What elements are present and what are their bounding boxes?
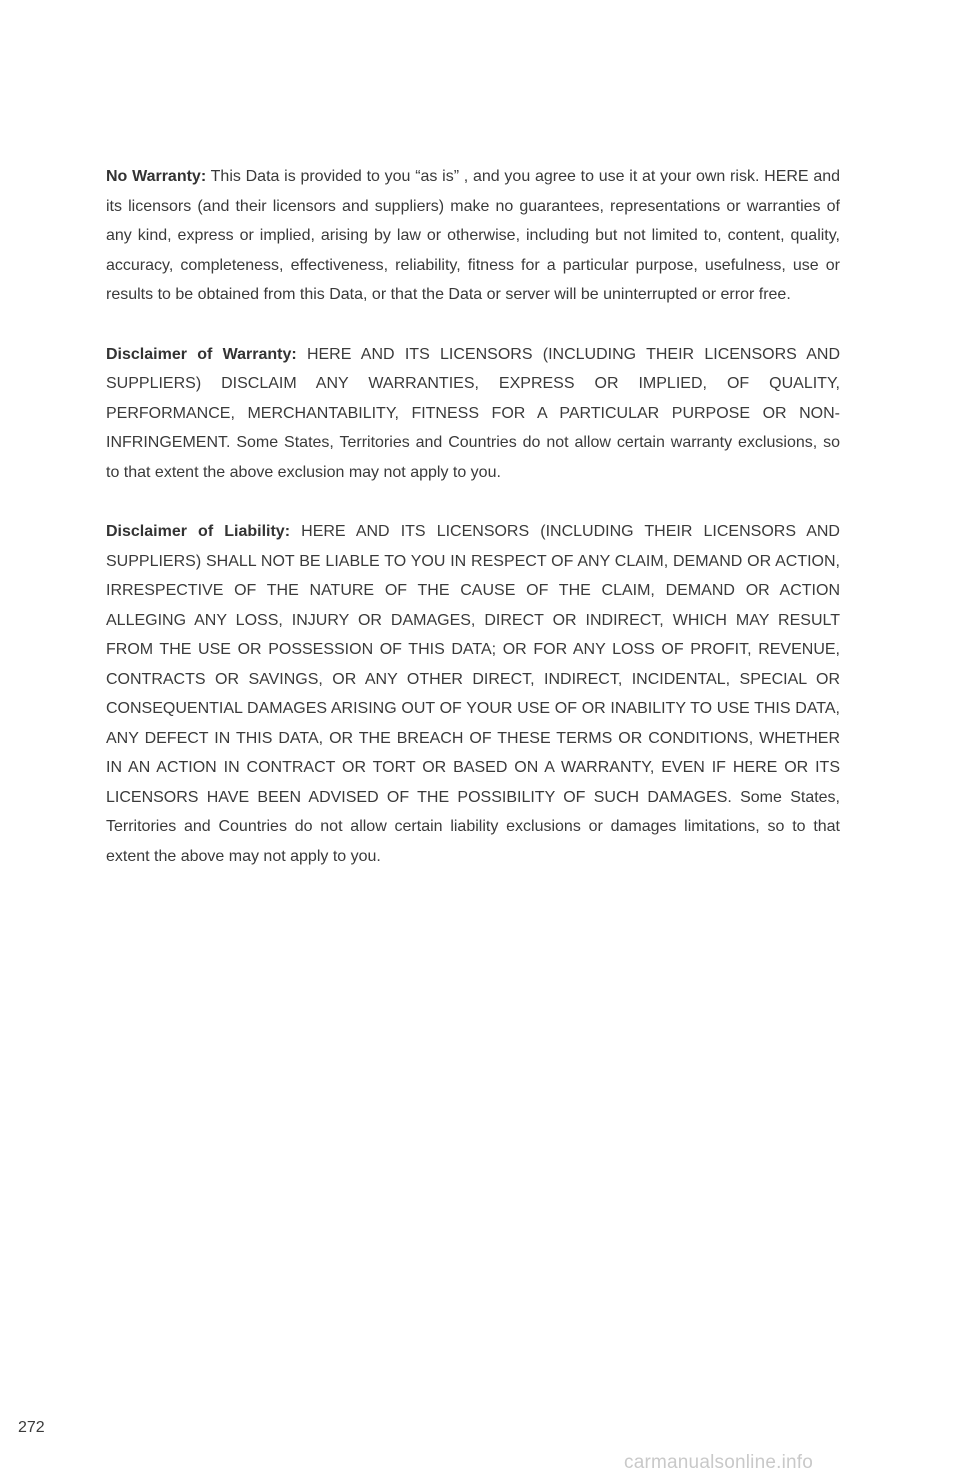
document-body: [106, 162, 840, 901]
disclaimer-of-warranty-term: Disclaimer of Warranty:: [106, 345, 297, 363]
disclaimer-of-liability-section: [106, 517, 840, 871]
disclaimer-of-liability-term: Disclaimer of Liability:: [106, 523, 291, 540]
no-warranty-text: This Data is provided to you “as is” , and you agree to use it at your own risk. HERE and its licensors (and their licensors and suppliers) make no guarantees, representations or warranties of any kind, express or implied, arising by law or otherwise, including but not limited to, content, quality, accuracy, completeness, effectiveness, reliability, fitness for a particular purpose, usefulness, use or results to be obtained from this Data, or that the Data or server will be uninterrupted or error free.: [106, 168, 841, 303]
disclaimer-of-warranty-text: HERE AND ITS LICENSORS (INCLUDING THEIR LICENSORS AND SUPPLIERS) DISCLAIM ANY WARRANTIES, EXPRESS OR IMPLIED, OF QUALITY, PERFORMANCE, MERCHANTABILITY, FITNESS FOR A PARTICULAR PURPOSE OR NON-INFRINGEMENT. Some States, Territories and Countries do not allow certain warranty exclusions, so to that extent the above exclusion may not apply to you.: [106, 345, 840, 481]
disclaimer-of-liability-text: HERE AND ITS LICENSORS (INCLUDING THEIR LICENSORS AND SUPPLIERS) SHALL NOT BE LIABLE TO YOU IN RESPECT OF ANY CLAIM, DEMAND OR ACTION, IRRESPECTIVE OF THE NATURE OF THE CAUSE OF THE CLAIM, DEMAND OR ACTION ALLEGING ANY LOSS, INJURY OR DAMAGES, DIRECT OR INDIRECT, WHICH MAY RESULT FROM THE USE OR POSSESSION OF THIS DATA; OR FOR ANY LOSS OF PROFIT, REVENUE, CONTRACTS OR SAVINGS, OR ANY OTHER DIRECT, INDIRECT, INCIDENTAL, SPECIAL OR CONSEQUENTIAL DAMAGES ARISING OUT OF YOUR USE OF OR INABILITY TO USE THIS DATA, ANY DEFECT IN THIS DATA, OR THE BREACH OF THESE TERMS OR CONDITIONS, WHETHER IN AN ACTION IN CONTRACT OR TORT OR BASED ON A WARRANTY, EVEN IF HERE OR ITS LICENSORS HAVE BEEN ADVISED OF THE POSSIBILITY OF SUCH DAMAGES. Some States, Territories and Countries do not allow certain liability exclusions or damages limitations, so to that extent the above may not apply to you.: [106, 523, 840, 865]
no-warranty-section: [106, 162, 840, 310]
no-warranty-term: No Warranty:: [106, 168, 207, 185]
disclaimer-of-warranty-section: [106, 340, 840, 488]
watermark: carmanualsonline.info: [624, 1452, 814, 1473]
page-number: 272: [18, 1419, 45, 1436]
